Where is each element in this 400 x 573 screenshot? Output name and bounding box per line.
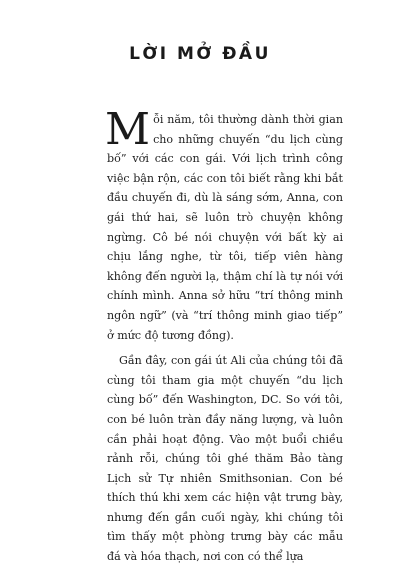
chapter-title: LỜI MỞ ĐẦU (129, 44, 271, 64)
body-text (105, 104, 343, 573)
drop-cap: M (105, 104, 151, 155)
paragraph (105, 104, 343, 345)
paragraph-text: ỗi năm, tôi thường dành thời gian cho những chuyến “du lịch cùng bố” với các con gái. Với lịch trình công việc bận rộn, các con tôi biết rằng khi bắt đầu chuyến đi, dù là sáng sớm, Anna, con gái thứ hai, sẽ luôn trò chuyện không ngừng. Cô bé nói chuyện với bất kỳ ai chịu lắng nghe, từ tôi, tiếp viên hàng không đến người lạ, thậm chí là tự nói với chính mình. Anna sở hữu “trí thông minh ngôn ngữ” (và “trí thông minh giao tiếp” ở mức độ tương đồng). (107, 113, 343, 342)
paragraph: Gần đây, con gái út Ali của chúng tôi đã cùng tôi tham gia một chuyến “du lịch cùng bố” đến Washington, DC. So với tôi, con bé luôn tràn đầy năng lượng, và luôn cần phải hoạt động. Vào một buổi chiều rảnh rỗi, chúng tôi ghé thăm Bảo tàng Lịch sử Tự nhiên Smithsonian. Con bé thích thú khi xem các hiện vật trưng bày, nhưng đến gần cuối ngày, khi chúng tôi tìm thấy một phòng trưng bày các mẫu đá và hóa thạch, nơi con có thể lựa (107, 354, 343, 564)
